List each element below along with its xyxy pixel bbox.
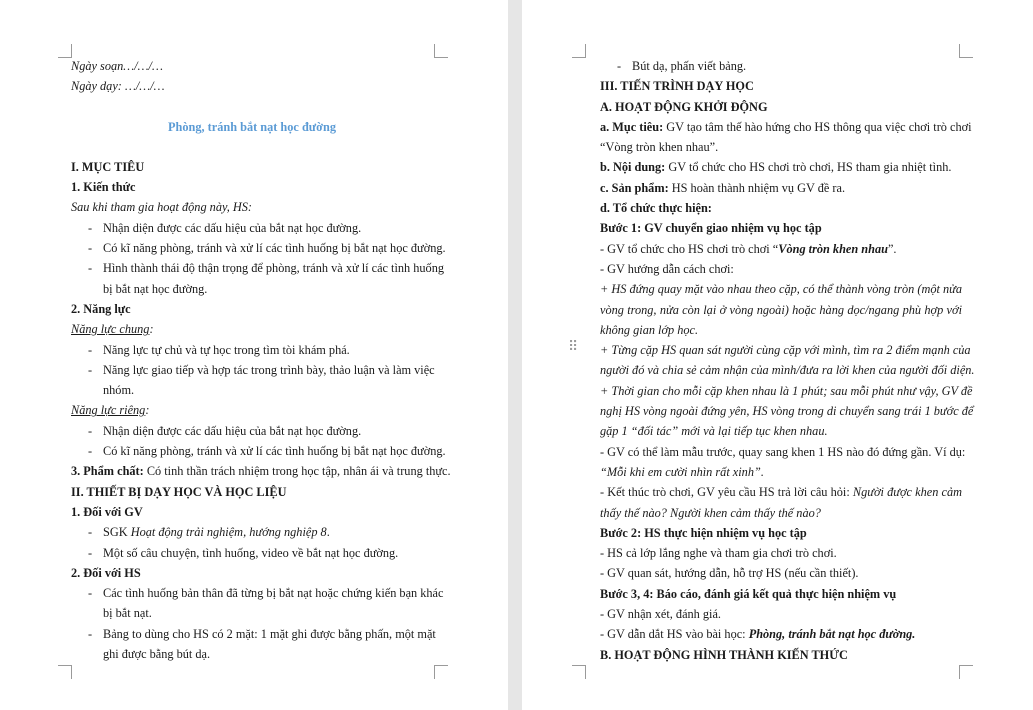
step1-line: - GV hướng dẫn cách chơi: — [600, 261, 734, 276]
drag-handle-icon[interactable]: ⠿ — [568, 339, 579, 355]
section-heading-objectives: I. MỤC TIÊU — [71, 159, 145, 174]
list-item: - Một số câu chuyện, tình huống, video về bắt nạt học đường. — [88, 545, 399, 560]
date-prepared: Ngày soạn…/…/… — [71, 59, 163, 73]
lesson-title: Phòng, tránh bắt nạt học đường — [168, 119, 336, 134]
list-item: - Bút dạ, phấn viết bảng. — [617, 59, 747, 73]
step34-line: - GV nhận xét, đánh giá. — [600, 607, 722, 622]
list-item: - SGK Hoạt động trải nghiệm, hướng nghiệp 8. — [88, 525, 330, 540]
specific-competence-label: Năng lực riêng: — [71, 403, 150, 418]
list-item: - Có kĩ năng phòng, tránh và xử lí các tình huống bị bắt nạt học đường. — [88, 241, 446, 256]
rule-line: gặp 1 “đối tác” mới và lại tiếp tục khen nhau. — [600, 424, 828, 439]
step34-heading: Bước 3, 4: Báo cáo, đánh giá kết quả thực hiện nhiệm vụ — [600, 586, 897, 601]
demo-line: “Mỗi khi em cười nhìn rất xinh”. — [600, 464, 764, 479]
document-page-right — [522, 0, 1033, 710]
end-line: thấy thế nào? Người khen cảm thấy thế nào? — [600, 505, 821, 520]
rule-line: không gian lớp học. — [600, 322, 699, 337]
knowledge-heading: 1. Kiến thức — [71, 180, 136, 195]
competence-heading: 2. Năng lực — [71, 301, 131, 316]
quality-line: 3. Phẩm chất: Có tinh thần trách nhiệm trong học tập, nhân ái và trung thực. — [71, 464, 451, 479]
rule-line: + Từng cặp HS quan sát người cùng cặp với mình, tìm ra 2 điểm mạnh của — [600, 343, 971, 358]
step34-line: - GV dẫn dắt HS vào bài học: Phòng, tránh bắt nạt học đường. — [600, 627, 916, 642]
content-line: b. Nội dung: GV tổ chức cho HS chơi trò chơi, HS tham gia nhiệt tình. — [600, 160, 952, 175]
section-heading-warmup: A. HOẠT ĐỘNG KHỞI ĐỘNG — [600, 99, 768, 114]
page-text-left[interactable] — [71, 56, 451, 664]
section-heading-equipment: II. THIẾT BỊ DẠY HỌC VÀ HỌC LIỆU — [71, 484, 287, 499]
student-heading: 2. Đối với HS — [71, 565, 141, 580]
crop-mark — [58, 665, 72, 679]
list-item-continuation: ghi được bằng bút dạ. — [103, 647, 211, 662]
rule-line: + HS đứng quay mặt vào nhau theo cặp, có thể thành vòng tròn (một nửa — [600, 282, 962, 297]
rule-line: + Thời gian cho mỗi cặp khen nhau là 1 phút; sau mỗi phút như vậy, GV đề — [600, 383, 973, 398]
knowledge-intro: Sau khi tham gia hoạt động này, HS: — [71, 200, 253, 215]
list-item-continuation: bị bắt nạt học đường. — [103, 281, 208, 296]
list-item: - Có kĩ năng phòng, tránh và xử lí các tình huống bị bắt nạt học đường. — [88, 444, 446, 459]
rule-line: người đó và chia sẻ cảm nhận của mình/đưa ra lời khen của người đối diện. — [600, 363, 975, 378]
teacher-heading: 1. Đối với GV — [71, 504, 143, 519]
step2-line: - GV quan sát, hướng dẫn, hỗ trợ HS (nếu cần thiết). — [600, 566, 859, 581]
end-line: - Kết thúc trò chơi, GV yêu cầu HS trả lời câu hỏi: Người được khen cảm — [600, 485, 962, 500]
goal-line: a. Mục tiêu: GV tạo tâm thế hào hứng cho HS thông qua việc chơi trò chơi — [600, 119, 972, 134]
section-heading-knowledge-formation: B. HOẠT ĐỘNG HÌNH THÀNH KIẾN THỨC — [600, 647, 848, 662]
list-item: - Các tình huống bản thân đã từng bị bắt nạt hoặc chứng kiến bạn khác — [88, 586, 444, 601]
crop-mark — [434, 665, 448, 679]
general-competence-label: Năng lực chung: — [71, 322, 154, 337]
organize-heading: d. Tổ chức thực hiện: — [600, 201, 712, 216]
section-heading-process: III. TIẾN TRÌNH DẠY HỌC — [600, 79, 754, 94]
goal-line-continued: “Vòng tròn khen nhau”. — [600, 140, 719, 155]
list-item: - Năng lực tự chủ và tự học trong tìm tòi khám phá. — [88, 342, 350, 357]
step1-heading: Bước 1: GV chuyển giao nhiệm vụ học tập — [600, 221, 822, 236]
step1-line: - GV tổ chức cho HS chơi trò chơi “Vòng tròn khen nhau”. — [600, 241, 897, 256]
demo-line: - GV có thể làm mẫu trước, quay sang khen 1 HS nào đó đứng gần. Ví dụ: — [600, 444, 966, 459]
list-item-continuation: nhóm. — [103, 383, 135, 398]
date-taught: Ngày dạy: …/…/… — [71, 79, 165, 94]
product-line: c. Sản phẩm: HS hoàn thành nhiệm vụ GV đề ra. — [600, 180, 846, 195]
page-text-right[interactable] — [600, 56, 975, 665]
list-item: - Nhận diện được các dấu hiệu của bắt nạt học đường. — [88, 220, 362, 235]
step2-heading: Bước 2: HS thực hiện nhiệm vụ học tập — [600, 525, 807, 540]
crop-mark — [959, 665, 973, 679]
crop-mark — [58, 44, 72, 58]
list-item: - Bảng to dùng cho HS có 2 mặt: 1 mặt ghi được bằng phấn, một mặt — [88, 626, 436, 641]
document-page-left — [0, 0, 508, 710]
rule-line: vòng trong, nửa còn lại ở vòng ngoài) hoặc hàng dọc/ngang phù hợp với — [600, 302, 962, 317]
list-item-continuation: bị bắt nạt. — [103, 606, 152, 621]
list-item: - Năng lực giao tiếp và hợp tác trong trình bày, thảo luận và làm việc — [88, 362, 435, 377]
crop-mark — [572, 44, 586, 58]
rule-line: nghị HS vòng ngoài đứng yên, HS vòng trong di chuyển sang trái 1 bước để — [600, 404, 974, 419]
step2-line: - HS cả lớp lắng nghe và tham gia chơi trò chơi. — [600, 546, 837, 561]
crop-mark — [572, 665, 586, 679]
crop-mark — [434, 44, 448, 58]
list-item: - Nhận diện được các dấu hiệu của bắt nạt học đường. — [88, 423, 362, 438]
list-item: - Hình thành thái độ thận trọng để phòng, tránh và xử lí các tình huống — [88, 261, 445, 276]
